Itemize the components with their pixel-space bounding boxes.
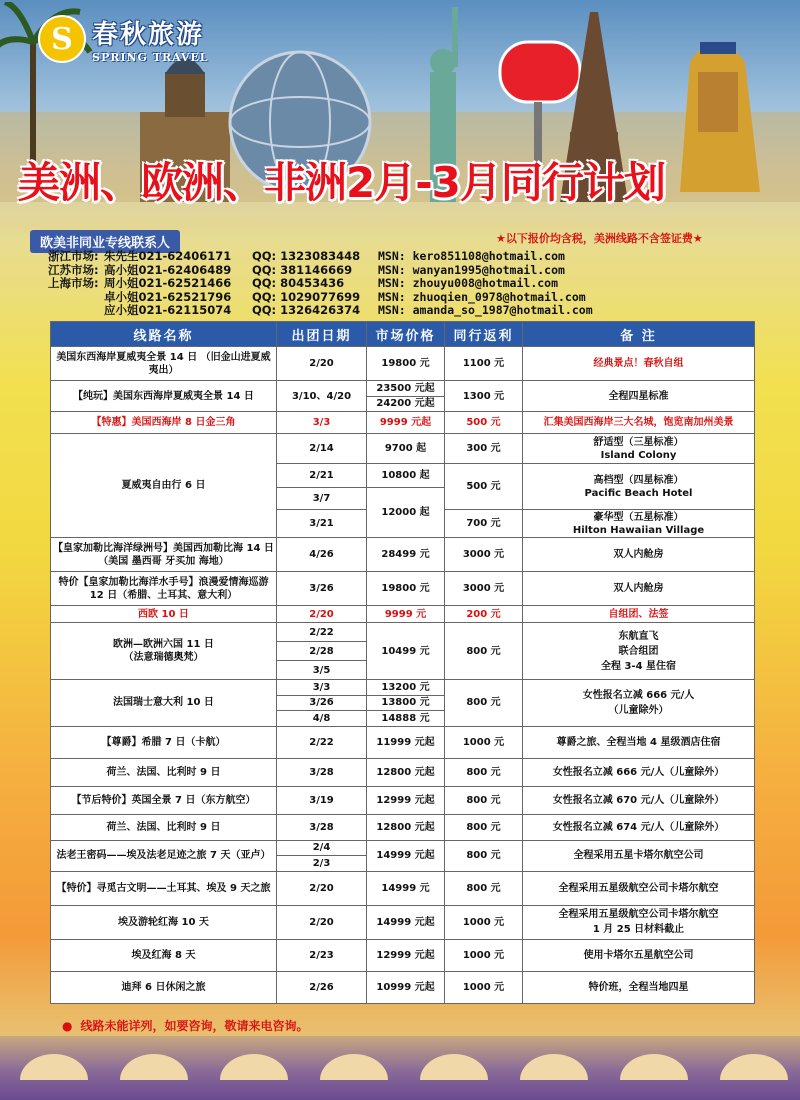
- route-name: 荷兰、法国、比利时 9 日: [51, 758, 277, 786]
- route-name: 特价【皇家加勒比海洋水手号】浪漫爱情海巡游 12 日（希腊、土耳其、意大利）: [51, 572, 277, 606]
- page-title: 美洲、欧洲、非洲2月-3月同行计划: [18, 158, 665, 207]
- bridge-arch: [720, 1054, 788, 1080]
- contact-list: [48, 250, 788, 318]
- route-name: 【皇家加勒比海洋绿洲号】美国西加勒比海 14 日（美国 墨西哥 牙买加 海地）: [51, 538, 277, 572]
- route-line: 欧洲—欧洲六国 11 日: [113, 639, 214, 650]
- market-price: 12800 元起: [367, 758, 445, 786]
- brand-name-cn: 春秋旅游: [92, 20, 205, 50]
- table-row[interactable]: [51, 840, 755, 856]
- table-row[interactable]: [51, 814, 755, 840]
- col-header-rebate: 同行返利: [445, 322, 523, 347]
- depart-date: 2/26: [277, 971, 367, 1003]
- col-header-route: 线路名称: [51, 322, 277, 347]
- contact-row: [48, 291, 788, 305]
- rebate: 1000 元: [445, 939, 523, 971]
- note-line: （儿童除外）: [608, 704, 669, 716]
- depart-date: 3/28: [277, 814, 367, 840]
- route-name: 【节后特价】英国全景 7 日（东方航空）: [51, 786, 277, 814]
- note: 双人内舱房: [523, 572, 755, 606]
- route-name: 法国瑞士意大利 10 日: [51, 680, 277, 727]
- table-row[interactable]: [51, 381, 755, 397]
- col-header-price: 市场价格: [367, 322, 445, 347]
- table-row[interactable]: [51, 758, 755, 786]
- rebate: 500 元: [445, 412, 523, 434]
- route-name: 埃及红海 8 天: [51, 939, 277, 971]
- note-line: 女性报名立减 666 元/人: [582, 689, 695, 701]
- contact-msn[interactable]: MSN: zhouyu008@hotmail.com: [378, 276, 559, 290]
- depart-date: 2/22: [277, 623, 367, 642]
- route-name: 【尊爵】希腊 7 日（卡航）: [51, 726, 277, 758]
- tax-notice: ★以下报价均含税，美洲线路不含签证费★: [496, 232, 703, 245]
- note: [523, 905, 755, 939]
- footnote: [62, 1017, 309, 1034]
- market-price: 10800 起: [367, 464, 445, 488]
- market-price: 10999 元起: [367, 971, 445, 1003]
- contact-city: [48, 291, 104, 305]
- table-row[interactable]: [51, 680, 755, 696]
- rebate: 800 元: [445, 814, 523, 840]
- depart-date: 3/3: [277, 412, 367, 434]
- note: 女性报名立减 666 元/人（儿童除外）: [523, 758, 755, 786]
- note: 经典景点！春秋自组: [523, 347, 755, 381]
- depart-date: 2/22: [277, 726, 367, 758]
- market-price: 9999 元: [367, 606, 445, 623]
- market-price: 13800 元: [367, 695, 445, 711]
- bridge-arch: [220, 1054, 288, 1080]
- depart-date: 3/5: [277, 661, 367, 680]
- market-price: 14999 元起: [367, 905, 445, 939]
- depart-date: 2/20: [277, 606, 367, 623]
- route-name: 夏威夷自由行 6 日: [51, 434, 277, 538]
- market-price: 12999 元起: [367, 939, 445, 971]
- note: 双人内舱房: [523, 538, 755, 572]
- table-row[interactable]: [51, 726, 755, 758]
- route-table: [50, 321, 755, 1004]
- rebate: 1100 元: [445, 347, 523, 381]
- contact-msn[interactable]: MSN: zhuoqien_0978@hotmail.com: [378, 289, 586, 304]
- header-banner: [0, 0, 800, 232]
- contact-city: [48, 304, 104, 318]
- market-price: 10499 元: [367, 623, 445, 680]
- table-row[interactable]: [51, 971, 755, 1003]
- table-row[interactable]: [51, 939, 755, 971]
- table-row[interactable]: [51, 412, 755, 434]
- contact-row: [48, 277, 788, 291]
- note-line: 东航直飞: [618, 630, 659, 642]
- table-row[interactable]: [51, 786, 755, 814]
- depart-date: 2/14: [277, 434, 367, 464]
- depart-date: 2/21: [277, 464, 367, 488]
- col-header-date: 出团日期: [277, 322, 367, 347]
- contact-city: 浙江市场:: [48, 249, 99, 263]
- market-price: 19800 元: [367, 347, 445, 381]
- market-price: 28499 元: [367, 538, 445, 572]
- contact-msn[interactable]: MSN: wanyan1995@hotmail.com: [378, 262, 565, 277]
- route-name: [51, 623, 277, 680]
- rebate: 800 元: [445, 758, 523, 786]
- contact-qq[interactable]: QQ: 1326426374: [252, 303, 361, 317]
- bridge-arch: [520, 1054, 588, 1080]
- rebate: 1300 元: [445, 381, 523, 412]
- route-name: 西欧 10 日: [51, 606, 277, 623]
- rebate: 300 元: [445, 434, 523, 464]
- market-price: 9999 元起: [367, 412, 445, 434]
- depart-date: 3/28: [277, 758, 367, 786]
- depart-date: 3/21: [277, 510, 367, 538]
- bridge-arch: [620, 1054, 688, 1080]
- note-line: 1 月 25 日材料截止: [592, 924, 685, 935]
- note: 特价班，全程当地四星: [523, 971, 755, 1003]
- route-line: （法意瑞德奥梵）: [123, 652, 204, 663]
- rebate: 700 元: [445, 510, 523, 538]
- note-line: 高档型（四星标准）: [593, 474, 684, 486]
- route-name: 【特惠】美国西海岸 8 日金三角: [51, 412, 277, 434]
- rebate: 200 元: [445, 606, 523, 623]
- note-line: 全程 3-4 星住宿: [600, 660, 677, 672]
- route-name: 【特价】寻觅古文明——土耳其、埃及 9 天之旅: [51, 871, 277, 905]
- rebate: 800 元: [445, 786, 523, 814]
- depart-date: 2/4: [277, 840, 367, 856]
- market-price: 14888 元: [367, 711, 445, 727]
- market-price: 24200 元起: [367, 396, 445, 412]
- market-price: 19800 元: [367, 572, 445, 606]
- note-line: 联合组团: [618, 645, 659, 657]
- market-price: 12800 元起: [367, 814, 445, 840]
- note-line: 豪华型（五星标准）: [593, 511, 684, 523]
- route-name: 荷兰、法国、比利时 9 日: [51, 814, 277, 840]
- depart-date: 2/3: [277, 856, 367, 872]
- contact-name[interactable]: 高小姐021-62406489: [104, 262, 232, 277]
- note: [523, 510, 755, 538]
- depart-date: 4/26: [277, 538, 367, 572]
- contact-name[interactable]: 应小姐021-62115074: [104, 303, 232, 317]
- depart-date: 3/19: [277, 786, 367, 814]
- rebate: 3000 元: [445, 538, 523, 572]
- rebate: 800 元: [445, 840, 523, 871]
- table-row[interactable]: [51, 871, 755, 905]
- note-line: Hilton Hawaiian Village: [572, 524, 705, 536]
- table-row[interactable]: [51, 434, 755, 464]
- bridge-arch: [420, 1054, 488, 1080]
- market-price: 14999 元: [367, 871, 445, 905]
- market-price: 14999 元起: [367, 840, 445, 871]
- depart-date: 4/8: [277, 711, 367, 727]
- note: [523, 623, 755, 680]
- note-line: Pacific Beach Hotel: [584, 487, 693, 499]
- contact-qq[interactable]: QQ: 1029077699: [252, 289, 361, 304]
- table-row[interactable]: [51, 347, 755, 381]
- contact-city: 江苏市场:: [48, 262, 99, 277]
- contact-msn[interactable]: MSN: amanda_so_1987@hotmail.com: [378, 303, 593, 317]
- depart-date: 2/28: [277, 642, 367, 661]
- contact-heading: 欧美非同业专线联系人: [30, 230, 180, 253]
- note: 全程采用五星卡塔尔航空公司: [523, 840, 755, 871]
- table-row[interactable]: [51, 538, 755, 572]
- note-line: 全程采用五星级航空公司卡塔尔航空: [558, 909, 719, 920]
- depart-date: 3/26: [277, 572, 367, 606]
- route-name: 法老王密码——埃及法老足迹之旅 7 天（亚卢）: [51, 840, 277, 871]
- rebate: 1000 元: [445, 726, 523, 758]
- market-price: 23500 元起: [367, 381, 445, 397]
- contact-name[interactable]: 周小姐021-62521466: [104, 276, 232, 290]
- market-price: 12999 元起: [367, 786, 445, 814]
- depart-date: 2/20: [277, 905, 367, 939]
- contact-row: [48, 304, 788, 318]
- note: 全程四星标准: [523, 381, 755, 412]
- note-line: Island Colony: [600, 449, 677, 461]
- bullet-icon: ●: [62, 1019, 73, 1033]
- brand-logo[interactable]: [38, 14, 209, 64]
- table-row[interactable]: [51, 606, 755, 623]
- table-row[interactable]: [51, 623, 755, 642]
- depart-date: 2/20: [277, 871, 367, 905]
- note: 自组团、法签: [523, 606, 755, 623]
- rebate: 800 元: [445, 680, 523, 727]
- market-price: 12000 起: [367, 488, 445, 538]
- depart-date: 3/10、4/20: [277, 381, 367, 412]
- brand-name-en: SPRING TRAVEL: [92, 51, 209, 64]
- contact-qq[interactable]: QQ: 381146669: [252, 262, 353, 277]
- depart-date: 3/26: [277, 695, 367, 711]
- bridge-arch: [20, 1054, 88, 1080]
- col-header-note: 备 注: [523, 322, 755, 347]
- depart-date: 2/20: [277, 347, 367, 381]
- route-name: 美国东西海岸夏威夷全景 14 日 （旧金山进夏威夷出）: [51, 347, 277, 381]
- bridge-arch: [120, 1054, 188, 1080]
- contact-qq[interactable]: QQ: 1323083448: [252, 249, 361, 263]
- contact-qq[interactable]: QQ: 80453436: [252, 276, 345, 290]
- depart-date: 3/3: [277, 680, 367, 696]
- note: 汇集美国西海岸三大名城，饱览南加州美景: [523, 412, 755, 434]
- depart-date: 3/7: [277, 488, 367, 510]
- footnote-text: 线路未能详列，如要咨询，敬请来电咨询。: [80, 1019, 309, 1033]
- note: [523, 434, 755, 464]
- route-name: 【纯玩】美国东西海岸夏威夷全景 14 日: [51, 381, 277, 412]
- rebate: 3000 元: [445, 572, 523, 606]
- route-name: 迪拜 6 日休闲之旅: [51, 971, 277, 1003]
- note: [523, 680, 755, 727]
- note: 使用卡塔尔五星航空公司: [523, 939, 755, 971]
- contact-name[interactable]: 卓小姐021-62521796: [104, 289, 232, 304]
- note-line: 舒适型（三星标准）: [593, 436, 684, 448]
- logo-mark: S: [38, 15, 86, 63]
- note: 全程采用五星级航空公司卡塔尔航空: [523, 871, 755, 905]
- contact-city: 上海市场:: [48, 276, 99, 290]
- note: [523, 464, 755, 510]
- contact-row: [48, 250, 788, 264]
- rebate: 800 元: [445, 623, 523, 680]
- contact-row: [48, 264, 788, 278]
- market-price: 11999 元起: [367, 726, 445, 758]
- table-row[interactable]: [51, 572, 755, 606]
- route-name: 埃及游轮红海 10 天: [51, 905, 277, 939]
- rebate: 1000 元: [445, 905, 523, 939]
- table-row[interactable]: [51, 905, 755, 939]
- note: 女性报名立减 670 元/人（儿童除外）: [523, 786, 755, 814]
- bridge-illustration: [0, 1036, 800, 1100]
- note: 女性报名立减 674 元/人（儿童除外）: [523, 814, 755, 840]
- market-price: 9700 起: [367, 434, 445, 464]
- rebate: 1000 元: [445, 971, 523, 1003]
- rebate: 800 元: [445, 871, 523, 905]
- rebate: 500 元: [445, 464, 523, 510]
- bridge-arch: [320, 1054, 388, 1080]
- contact-msn[interactable]: MSN: kero851108@hotmail.com: [378, 249, 565, 263]
- contact-name[interactable]: 朱先生021-62406171: [104, 249, 232, 263]
- table-header-row: [51, 322, 755, 347]
- depart-date: 2/23: [277, 939, 367, 971]
- market-price: 13200 元: [367, 680, 445, 696]
- note: 尊爵之旅、全程当地 4 星级酒店住宿: [523, 726, 755, 758]
